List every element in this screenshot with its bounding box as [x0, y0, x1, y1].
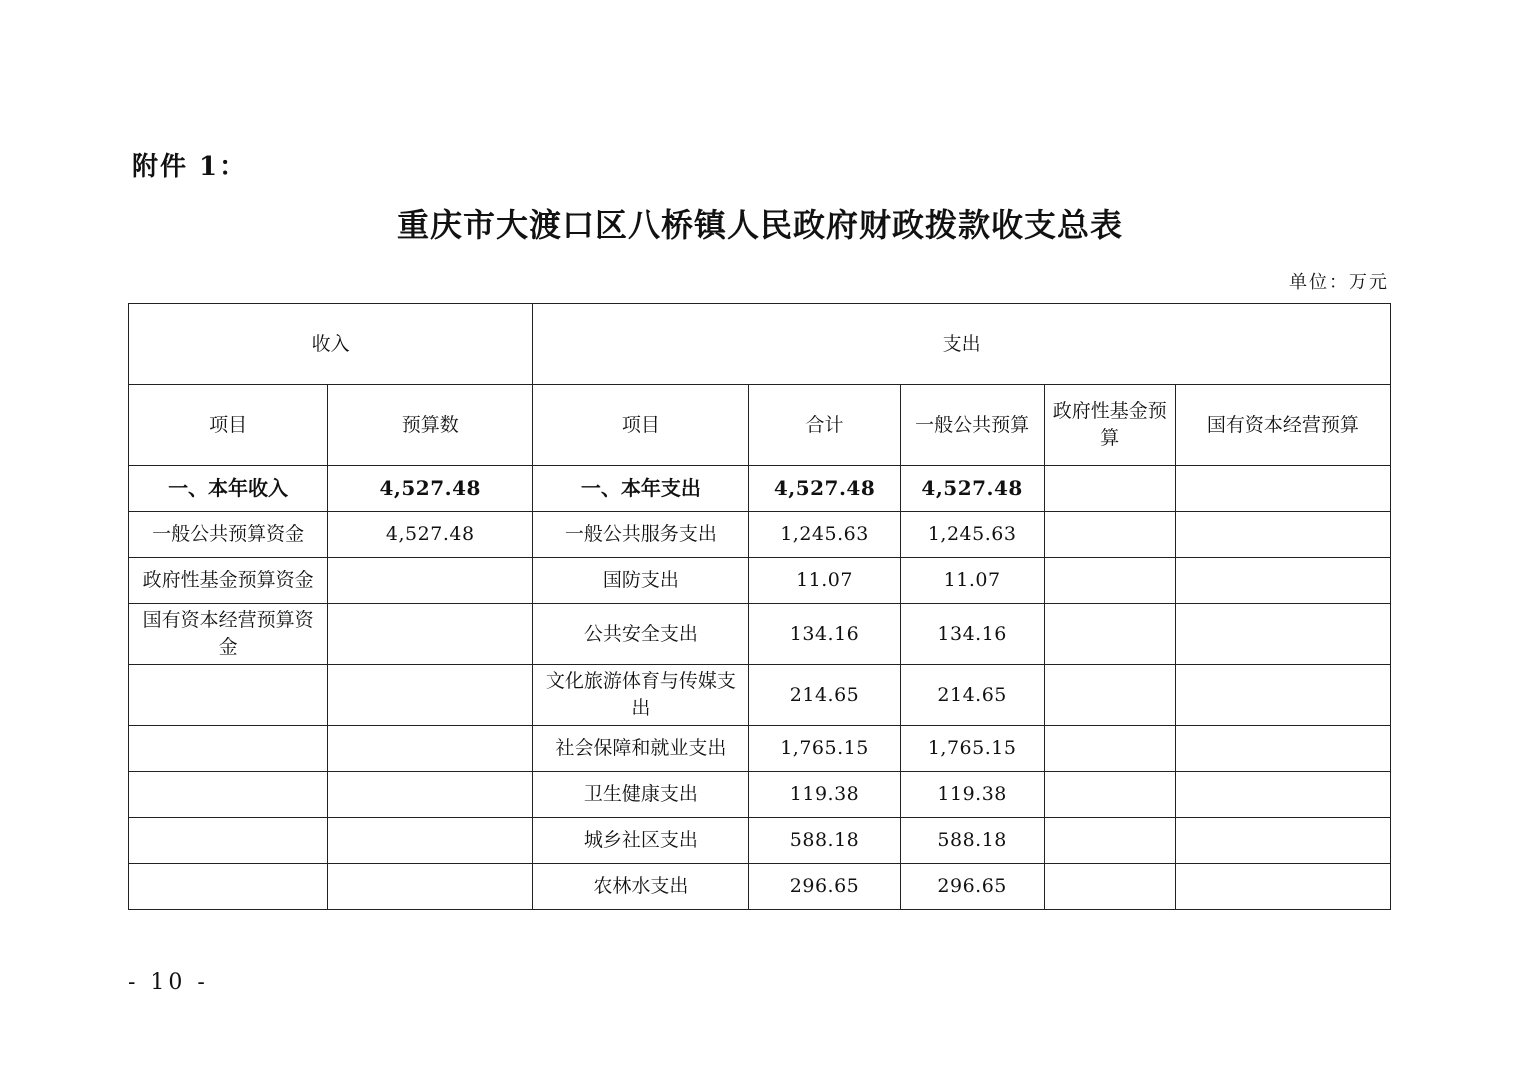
col-header-expense-item: 项目	[533, 385, 749, 466]
attachment-label: 附件 1：	[132, 152, 248, 182]
general-budget-cell: 134.16	[900, 604, 1044, 665]
income-item-cell	[129, 864, 328, 910]
income-item-cell	[129, 726, 328, 772]
income-amount-cell	[328, 818, 533, 864]
total-cell: 214.65	[749, 665, 900, 726]
col-header-total: 合计	[749, 385, 900, 466]
general-budget-cell: 119.38	[900, 772, 1044, 818]
income-item-cell: 一、本年收入	[129, 466, 328, 512]
income-item-cell	[129, 772, 328, 818]
income-amount-cell	[328, 558, 533, 604]
unit-label: 单位：万元	[1289, 272, 1389, 293]
expense-item-cell: 城乡社区支出	[533, 818, 749, 864]
expense-item-cell: 社会保障和就业支出	[533, 726, 749, 772]
total-cell: 134.16	[749, 604, 900, 665]
fund-budget-cell	[1044, 772, 1175, 818]
general-budget-cell: 214.65	[900, 665, 1044, 726]
fund-budget-cell	[1044, 665, 1175, 726]
income-item-cell: 政府性基金预算资金	[129, 558, 328, 604]
fund-budget-cell	[1044, 818, 1175, 864]
expense-item-cell: 国防支出	[533, 558, 749, 604]
table-row	[129, 512, 1391, 558]
total-cell: 1,245.63	[749, 512, 900, 558]
fund-budget-cell	[1044, 726, 1175, 772]
col-header-income-item: 项目	[129, 385, 328, 466]
table-row	[129, 818, 1391, 864]
document-title: 重庆市大渡口区八桥镇人民政府财政拨款收支总表	[396, 206, 1123, 244]
income-amount-cell	[328, 665, 533, 726]
fund-budget-cell	[1044, 604, 1175, 665]
income-amount-cell	[328, 772, 533, 818]
fund-budget-cell	[1044, 558, 1175, 604]
income-amount-cell	[328, 864, 533, 910]
table-row	[129, 604, 1391, 665]
table-row	[129, 864, 1391, 910]
general-budget-cell: 1,245.63	[900, 512, 1044, 558]
income-item-cell: 一般公共预算资金	[129, 512, 328, 558]
table-row-total	[129, 466, 1391, 512]
income-item-cell	[129, 665, 328, 726]
col-header-fund-budget: 政府性基金预算	[1044, 385, 1175, 466]
col-header-general-budget: 一般公共预算	[900, 385, 1044, 466]
total-cell: 119.38	[749, 772, 900, 818]
general-budget-cell: 11.07	[900, 558, 1044, 604]
table-row	[129, 772, 1391, 818]
income-section-header: 收入	[129, 304, 533, 385]
capital-budget-cell	[1175, 864, 1390, 910]
capital-budget-cell	[1175, 604, 1390, 665]
col-header-income-amount: 预算数	[328, 385, 533, 466]
column-header-row	[129, 385, 1391, 466]
expense-item-cell: 农林水支出	[533, 864, 749, 910]
total-cell: 1,765.15	[749, 726, 900, 772]
general-budget-cell: 4,527.48	[900, 466, 1044, 512]
total-cell: 11.07	[749, 558, 900, 604]
expense-item-cell: 文化旅游体育与传媒支出	[533, 665, 749, 726]
capital-budget-cell	[1175, 466, 1390, 512]
income-item-cell: 国有资本经营预算资金	[129, 604, 328, 665]
expense-item-cell: 一、本年支出	[533, 466, 749, 512]
capital-budget-cell	[1175, 818, 1390, 864]
income-amount-cell: 4,527.48	[328, 466, 533, 512]
col-header-capital-budget: 国有资本经营预算	[1175, 385, 1390, 466]
capital-budget-cell	[1175, 665, 1390, 726]
fund-budget-cell	[1044, 466, 1175, 512]
fund-budget-cell	[1044, 864, 1175, 910]
general-budget-cell: 588.18	[900, 818, 1044, 864]
fund-budget-cell	[1044, 512, 1175, 558]
income-amount-cell	[328, 726, 533, 772]
general-budget-cell: 296.65	[900, 864, 1044, 910]
capital-budget-cell	[1175, 726, 1390, 772]
total-cell: 588.18	[749, 818, 900, 864]
table-row	[129, 558, 1391, 604]
income-amount-cell: 4,527.48	[328, 512, 533, 558]
expense-section-header: 支出	[533, 304, 1391, 385]
budget-table	[128, 303, 1391, 910]
income-item-cell	[129, 818, 328, 864]
expense-item-cell: 公共安全支出	[533, 604, 749, 665]
section-header-row	[129, 304, 1391, 385]
income-amount-cell	[328, 604, 533, 665]
capital-budget-cell	[1175, 558, 1390, 604]
general-budget-cell: 1,765.15	[900, 726, 1044, 772]
expense-item-cell: 一般公共服务支出	[533, 512, 749, 558]
total-cell: 296.65	[749, 864, 900, 910]
capital-budget-cell	[1175, 512, 1390, 558]
expense-item-cell: 卫生健康支出	[533, 772, 749, 818]
page-number: - 10 -	[128, 970, 209, 995]
capital-budget-cell	[1175, 772, 1390, 818]
total-cell: 4,527.48	[749, 466, 900, 512]
table-row	[129, 726, 1391, 772]
table-row	[129, 665, 1391, 726]
